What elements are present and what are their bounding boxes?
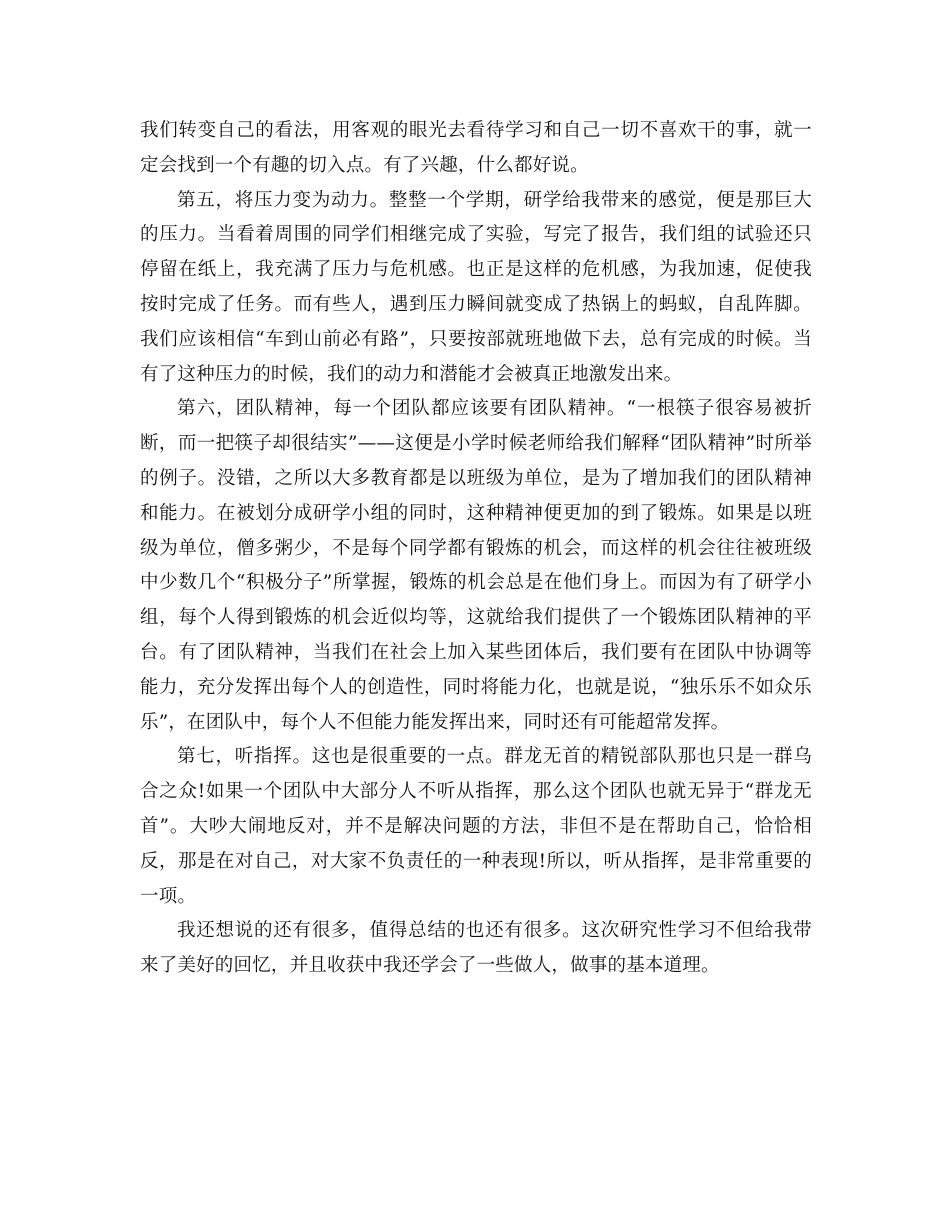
paragraph-continuation: 我们转变自己的看法，用客观的眼光去看待学习和自己一切不喜欢干的事，就一定会找到一个有趣的切入点。有了兴趣，什么都好说。 [140,120,812,176]
paragraph-follow-command: 第七，听指挥。这也是很重要的一点。群龙无首的精锐部队那也只是一群乌合之众!如果一个团队中大部分人不听从指挥，那么这个团队也就无异于“群龙无首”。大吵大闹地反对，并不是解决问题的方法，非但不是在帮助自己，恰恰相反，那是在对自己，对大家不负责任的一种表现!所以，听从指挥，是非常重要的一项。 [140,746,812,907]
paragraph-team-spirit: 第六，团队精神，每一个团队都应该要有团队精神。“一根筷子很容易被折断，而一把筷子却很结实”——这便是小学时候老师给我们解释“团队精神”时所举的例子。没错，之所以大多教育都是以班级为单位，是为了增加我们的团队精神和能力。在被划分成研学小组的同时，这种精神便更加的到了锻炼。如果是以班级为单位，僧多粥少，不是每个同学都有锻炼的机会，而这样的机会往往被班级中少数几个“积极分子”所掌握，锻炼的机会总是在他们身上。而因为有了研学小组，每个人得到锻炼的机会近似均等，这就给我们提供了一个锻炼团队精神的平台。有了团队精神，当我们在社会上加入某些团体后，我们要有在团队中协调等能力，充分发挥出每个人的创造性，同时将能力化，也就是说，“独乐乐不如众乐乐”，在团队中，每个人不但能力能发挥出来，同时还有可能超常发挥。 [140,398,812,733]
paragraph-pressure-to-motivation: 第五，将压力变为动力。整整一个学期，研学给我带来的感觉，便是那巨大的压力。当看着周围的同学们相继完成了实验，写完了报告，我们组的试验还只停留在纸上，我充满了压力与危机感。也正是这样的危机感，为我加速，促使我按时完成了任务。而有些人，遇到压力瞬间就变成了热锅上的蚂蚁，自乱阵脚。我们应该相信“车到山前必有路”，只要按部就班地做下去，总有完成的时候。当有了这种压力的时候，我们的动力和潜能才会被真正地激发出来。 [140,189,812,385]
document-body [140,114,812,984]
paragraph-conclusion: 我还想说的还有很多，值得总结的也还有很多。这次研究性学习不但给我带来了美好的回忆，并且收获中我还学会了一些做人，做事的基本道理。 [140,920,812,977]
